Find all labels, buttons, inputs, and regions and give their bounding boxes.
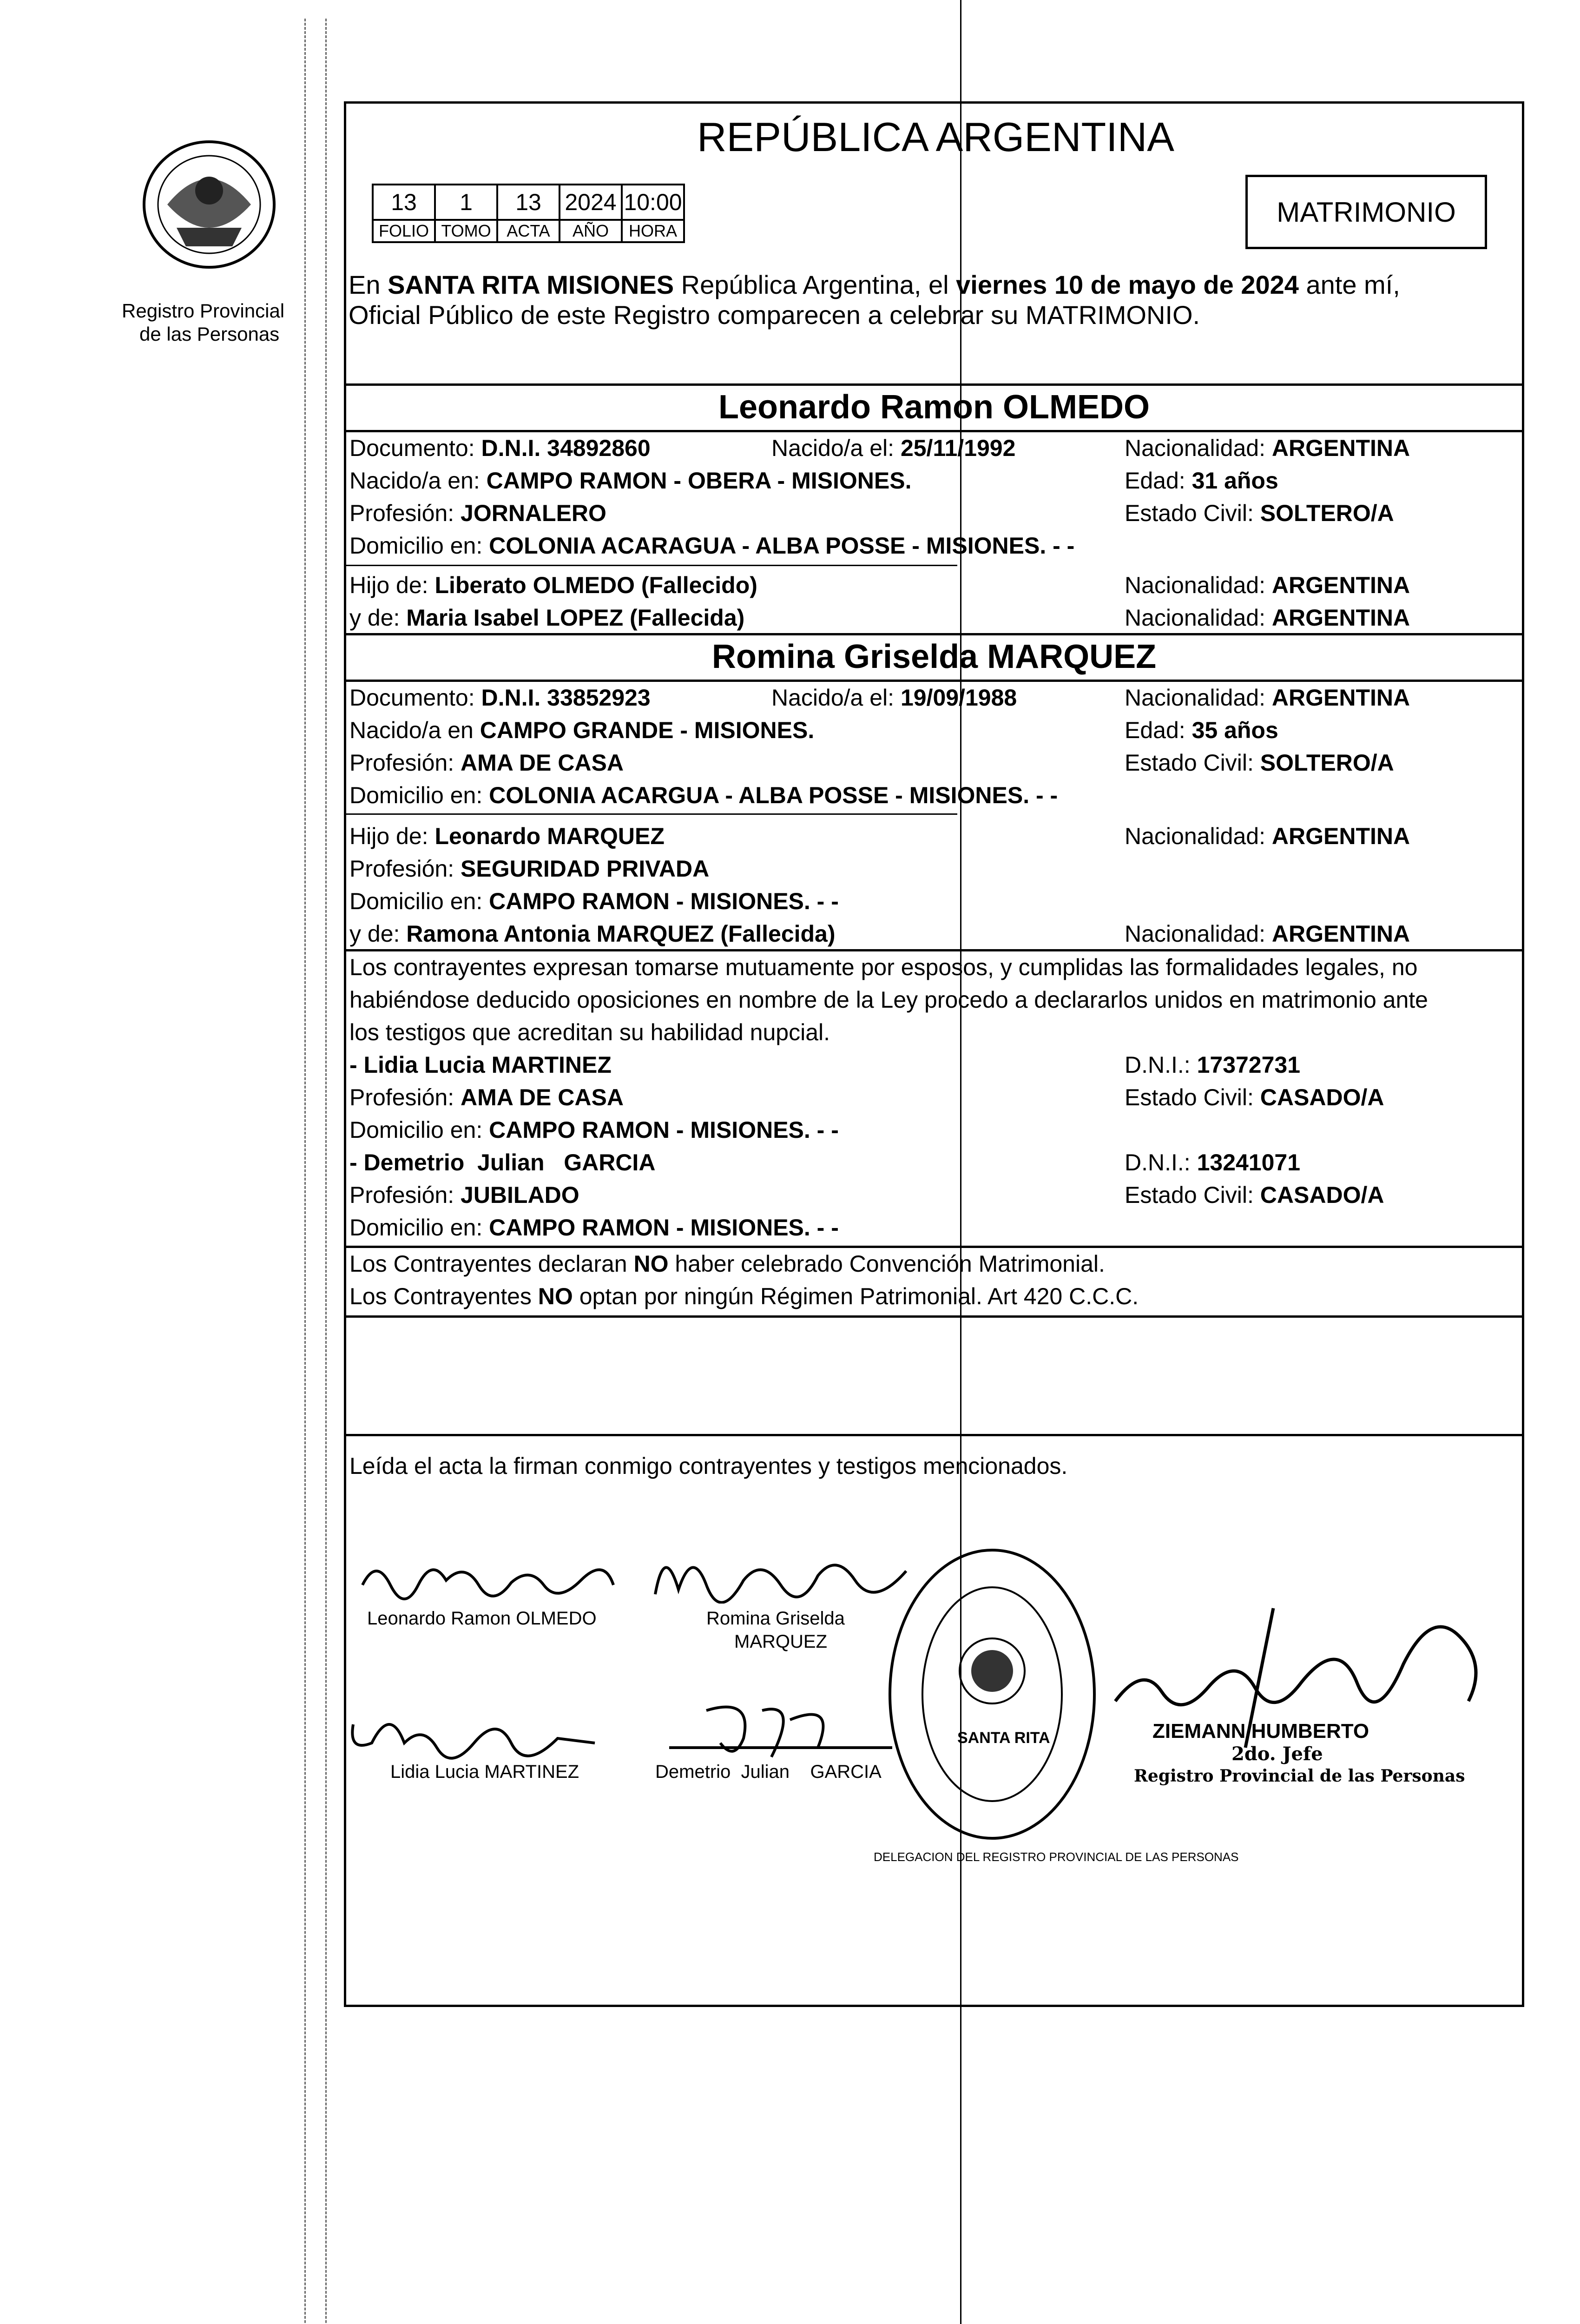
bride-signature — [651, 1538, 911, 1614]
groom-signature — [358, 1548, 618, 1614]
bride-father-address: Domicilio en: CAMPO RAMON - MISIONES. - - — [349, 888, 839, 914]
witness2-signature-label: Demetrio Julian GARCIA — [655, 1762, 882, 1782]
declaration-line1: Los contrayentes expresan tomarse mutuamente por esposos, y cumplidas las formalidades legales, no — [349, 954, 1418, 980]
witness2-civil-status: Estado Civil: CASADO/A — [1125, 1182, 1384, 1208]
page-title: REPÚBLICA ARGENTINA — [697, 114, 1174, 160]
stamp-center-text: SANTA RITA — [957, 1729, 1050, 1747]
record-table — [372, 184, 685, 243]
declaration-line2: habiéndose deducido oposiciones en nombre de la Ley procedo a declararlos unidos en matrimonio ante — [349, 987, 1428, 1013]
witness2-address: Domicilio en: CAMPO RAMON - MISIONES. - - — [349, 1215, 839, 1241]
official-stamp — [885, 1545, 1099, 1843]
official-office: Registro Provincial de las Personas — [1134, 1766, 1465, 1786]
groom-mother-nationality: Nacionalidad: ARGENTINA — [1125, 605, 1410, 631]
bride-profession: Profesión: AMA DE CASA — [349, 750, 624, 776]
bride-mother-nationality: Nacionalidad: ARGENTINA — [1125, 921, 1410, 947]
registry-name-line1: Registro Provincial — [122, 300, 285, 322]
bride-age: Edad: 35 años — [1125, 717, 1278, 743]
witness2-dni: D.N.I.: 13241071 — [1125, 1149, 1301, 1175]
folio-label: FOLIO — [373, 220, 435, 242]
convention-line1: Los Contrayentes declaran NO haber celebrado Convención Matrimonial. — [349, 1251, 1105, 1277]
bride-father-nationality: Nacionalidad: ARGENTINA — [1125, 823, 1410, 849]
acta-value: 13 — [497, 185, 560, 220]
groom-father: Hijo de: Liberato OLMEDO (Fallecido) — [349, 572, 757, 598]
official-role: 2do. Jefe — [1231, 1743, 1323, 1765]
witness1-profession: Profesión: AMA DE CASA — [349, 1084, 624, 1110]
anio-value: 2024 — [560, 185, 622, 220]
groom-mother: y de: Maria Isabel LOPEZ (Fallecida) — [349, 605, 745, 631]
witness2-name: - Demetrio Julian GARCIA — [349, 1149, 656, 1175]
bride-mother: y de: Ramona Antonia MARQUEZ (Fallecida) — [349, 921, 836, 947]
tomo-value: 1 — [435, 185, 497, 220]
bride-birthdate: Nacido/a el: 19/09/1988 — [771, 685, 1017, 711]
declaration-line3: los testigos que acreditan su habilidad nupcial. — [349, 1019, 830, 1045]
witness1-signature — [344, 1697, 604, 1772]
official-name: ZIEMANN HUMBERTO — [1152, 1720, 1369, 1743]
acta-label: ACTA — [497, 220, 560, 242]
bride-father: Hijo de: Leonardo MARQUEZ — [349, 823, 665, 849]
province-seal — [130, 135, 288, 274]
margin-perforation-left — [304, 19, 306, 2324]
groom-signature-label: Leonardo Ramon OLMEDO — [367, 1608, 597, 1629]
bride-birthplace: Nacido/a en CAMPO GRANDE - MISIONES. — [349, 717, 815, 743]
bride-document: Documento: D.N.I. 33852923 — [349, 685, 651, 711]
bride-civil-status: Estado Civil: SOLTERO/A — [1125, 750, 1394, 776]
groom-birthplace: Nacido/a en: CAMPO RAMON - OBERA - MISIONES. — [349, 468, 912, 494]
witness2-profession: Profesión: JUBILADO — [349, 1182, 579, 1208]
convention-line2: Los Contrayentes NO optan por ningún Régimen Patrimonial. Art 420 C.C.C. — [349, 1283, 1139, 1309]
witness1-signature-label: Lidia Lucia MARTINEZ — [390, 1762, 579, 1782]
hora-label: HORA — [622, 220, 684, 242]
groom-name: Leonardo Ramon OLMEDO — [718, 389, 1150, 426]
anio-label: AÑO — [560, 220, 622, 242]
groom-father-nationality: Nacionalidad: ARGENTINA — [1125, 572, 1410, 598]
witness1-address: Domicilio en: CAMPO RAMON - MISIONES. - - — [349, 1117, 839, 1143]
folio-value: 13 — [373, 185, 435, 220]
hora-value: 10:00 — [622, 185, 684, 220]
bride-name: Romina Griselda MARQUEZ — [711, 638, 1157, 675]
groom-birthdate: Nacido/a el: 25/11/1992 — [771, 435, 1016, 461]
bride-nationality: Nacionalidad: ARGENTINA — [1125, 685, 1410, 711]
intro-line2: Oficial Público de este Registro comparecen a celebrar su MATRIMONIO. — [349, 300, 1200, 330]
groom-civil-status: Estado Civil: SOLTERO/A — [1125, 500, 1394, 526]
bride-father-profession: Profesión: SEGURIDAD PRIVADA — [349, 856, 710, 882]
groom-nationality: Nacionalidad: ARGENTINA — [1125, 435, 1410, 461]
document-type-badge: MATRIMONIO — [1245, 175, 1487, 249]
margin-perforation-right — [325, 19, 327, 2324]
groom-age: Edad: 31 años — [1125, 468, 1278, 494]
groom-document: Documento: D.N.I. 34892860 — [349, 435, 651, 461]
intro-line1: En SANTA RITA MISIONES República Argentina, el viernes 10 de mayo de 2024 ante mí, — [349, 270, 1400, 299]
stamp-ring-text: DELEGACION DEL REGISTRO PROVINCIAL DE LAS PERSONAS — [874, 1850, 1239, 1864]
witness1-civil-status: Estado Civil: CASADO/A — [1125, 1084, 1384, 1110]
witness1-name: - Lidia Lucia MARTINEZ — [349, 1052, 612, 1078]
bride-signature-label-1: Romina Griselda — [706, 1608, 845, 1629]
bride-signature-label-2: MARQUEZ — [734, 1631, 827, 1652]
groom-address: Domicilio en: COLONIA ACARAGUA - ALBA POSSE - MISIONES. - - — [349, 533, 1075, 559]
groom-profession: Profesión: JORNALERO — [349, 500, 606, 526]
witness1-dni: D.N.I.: 17372731 — [1125, 1052, 1301, 1078]
closing-text: Leída el acta la firman conmigo contrayentes y testigos mencionados. — [349, 1453, 1068, 1479]
bride-address: Domicilio en: COLONIA ACARGUA - ALBA POSSE - MISIONES. - - — [349, 782, 1058, 808]
registry-name-line2: de las Personas — [139, 323, 280, 345]
tomo-label: TOMO — [435, 220, 497, 242]
